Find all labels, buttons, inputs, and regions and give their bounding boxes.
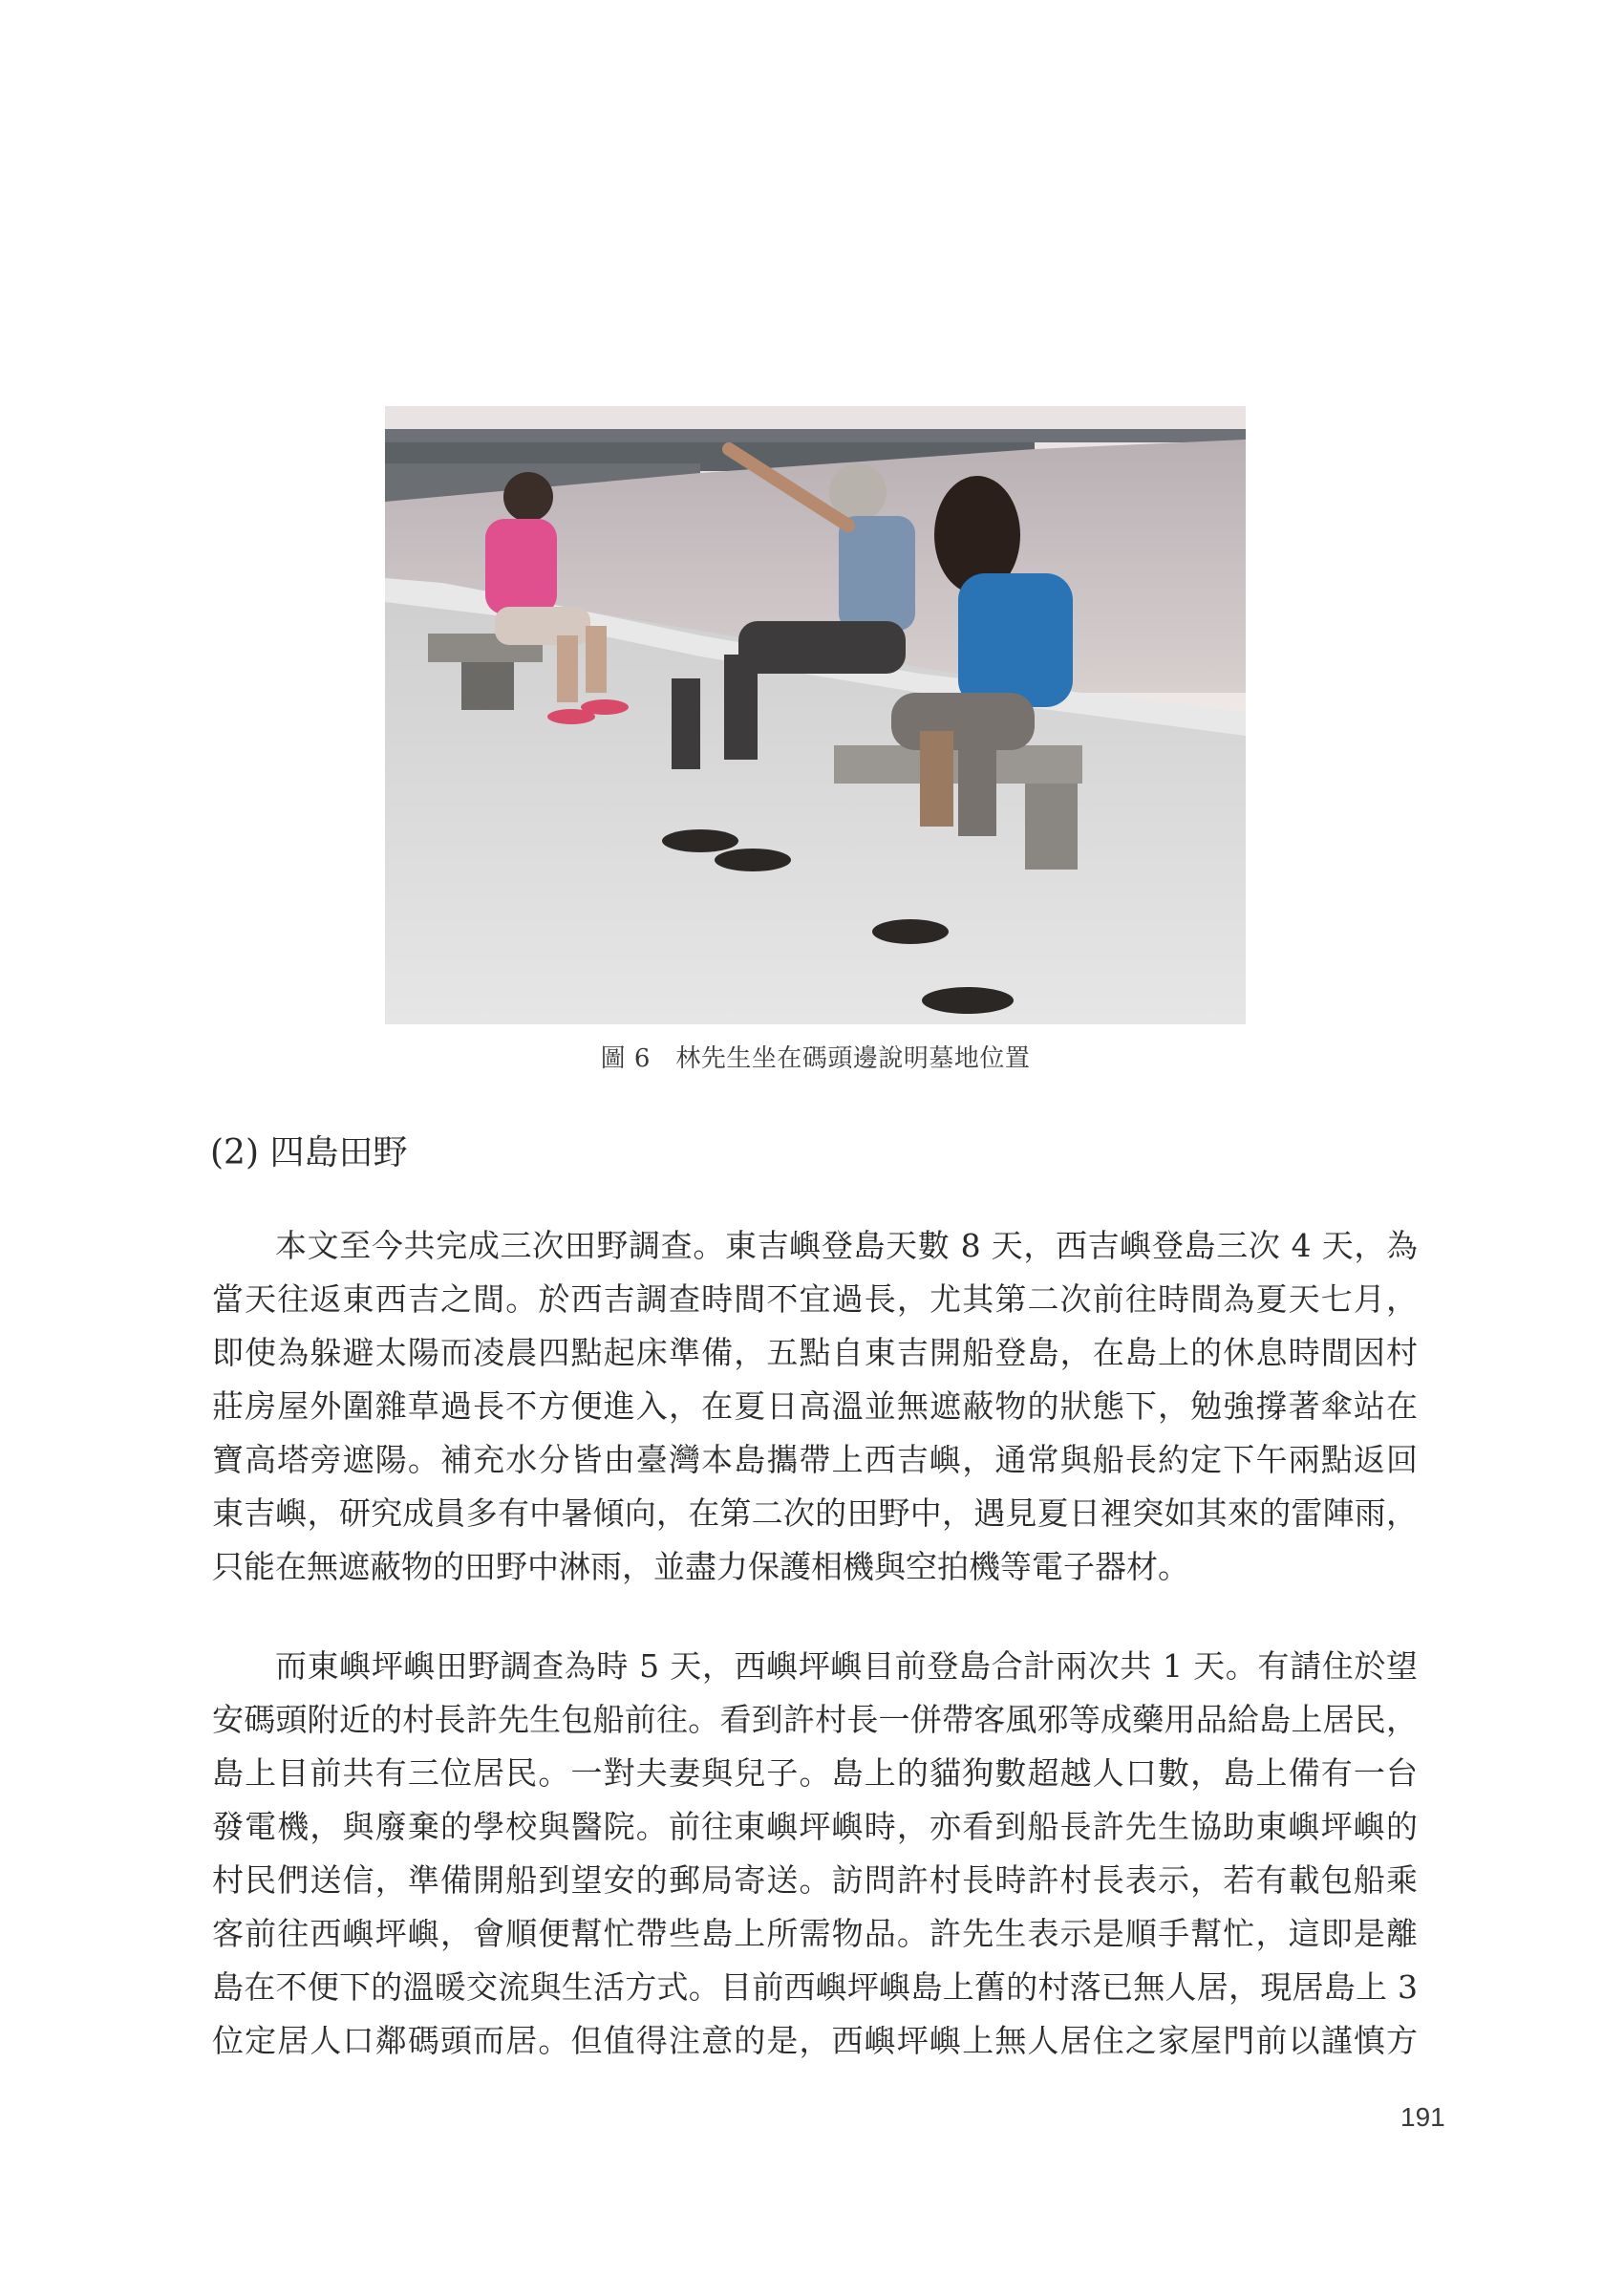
figure-photo: [385, 406, 1246, 1024]
paragraph-line: 只能在無遮蔽物的田野中淋雨，並盡力保護相機與空拍機等電子器材。: [212, 1548, 1189, 1585]
paragraph-line: 安碼頭附近的村長許先生包船前往。看到許村長一併帶客風邪等成藥用品給島上居民，: [212, 1701, 1418, 1738]
paragraph-line: 島在不便下的溫暖交流與生活方式。目前西嶼坪嶼島上舊的村落已無人居，現居島上 3: [212, 1968, 1418, 2006]
paragraph-line: 而東嶼坪嶼田野調查為時 5 天，西嶼坪嶼目前登島合計兩次共 1 天。有請住於望: [275, 1647, 1418, 1685]
paragraph-line: 發電機，與廢棄的學校與醫院。前往東嶼坪嶼時，亦看到船長許先生協助東嶼坪嶼的: [212, 1808, 1418, 1845]
paragraph-line: 本文至今共完成三次田野調查。東吉嶼登島天數 8 天，西吉嶼登島三次 4 天，為: [275, 1227, 1418, 1264]
paragraph-line: 村民們送信，準備開船到望安的郵局寄送。訪問許村長時許村長表示，若有載包船乘: [212, 1861, 1418, 1899]
paragraph-line: 客前往西嶼坪嶼，會順便幫忙帶些島上所需物品。許先生表示是順手幫忙，這即是離: [212, 1915, 1418, 1952]
paragraph-2: [212, 1640, 1418, 2068]
paragraph-line: 位定居人口鄰碼頭而居。但值得注意的是，西嶼坪嶼上無人居住之家屋門前以謹慎方: [212, 2022, 1418, 2059]
harbor-photo-illustration: [385, 406, 1246, 1024]
paragraph-line: 東吉嶼，研究成員多有中暑傾向，在第二次的田野中，遇見夏日裡突如其來的雷陣雨，: [212, 1494, 1418, 1532]
paragraph-line: 島上目前共有三位居民。一對夫妻與兒子。島上的貓狗數超越人口數，島上備有一台: [212, 1754, 1418, 1792]
paragraph-line: 當天往返東西吉之間。於西吉調查時間不宜過長，尤其第二次前往時間為夏天七月，: [212, 1280, 1418, 1318]
section-heading: (2) 四島田野: [210, 1133, 408, 1172]
figure-caption: 圖 6 林先生坐在碼頭邊說明墓地位置: [600, 1044, 1031, 1073]
paragraph-line: 莊房屋外圍雜草過長不方便進入，在夏日高溫並無遮蔽物的狀態下，勉強撐著傘站在: [212, 1387, 1418, 1425]
paragraph-line: 寶高塔旁遮陽。補充水分皆由臺灣本島攜帶上西吉嶼，通常與船長約定下午兩點返回: [212, 1441, 1418, 1478]
paragraph-line: 即使為躲避太陽而凌晨四點起床準備，五點自東吉開船登島，在島上的休息時間因村: [212, 1334, 1418, 1371]
page-number: 191: [1400, 2102, 1445, 2132]
paragraph-1: [212, 1219, 1418, 1594]
